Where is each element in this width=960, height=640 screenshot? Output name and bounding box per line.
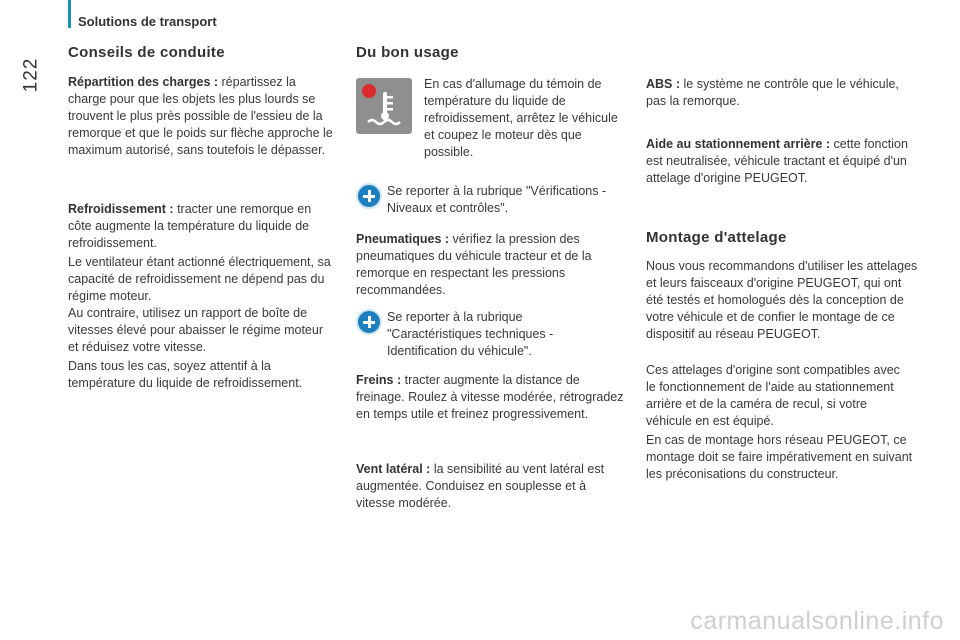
brakes-paragraph: [356, 372, 624, 423]
section-header: Solutions de transport: [78, 14, 217, 29]
parking-aid-text: cette fonction est neutralisée, véhicule tractant et équipé d'un attelage d'origine PEUGEOT.: [646, 137, 908, 185]
towbar-fitting-title: Montage d'attelage: [646, 229, 787, 246]
temperature-attention-paragraph: Dans tous les cas, soyez attentif à la température du liquide de refroidissement.: [68, 359, 303, 390]
towbar-compatibility-paragraph: Ces attelages d'origine sont compatibles avec le fonctionnement de l'aide au stationnement arrière et de la caméra de recul, si votre véhicule en est équipé.: [646, 363, 900, 428]
crosswind-text: la sensibilité au vent latéral est augmentée. Conduisez en souplesse et à vitesse modérée.: [356, 462, 605, 510]
parking-aid-paragraph: [646, 136, 918, 187]
cooling-text: tracter une remorque en côte augmente la température du liquide de refroidissement.: [68, 202, 312, 250]
page-number: 122: [20, 57, 42, 93]
driving-tips-title: Conseils de conduite: [68, 44, 225, 61]
abs-label: ABS :: [646, 77, 681, 91]
reference-technical: Se reporter à la rubrique "Caractéristiques techniques - Identification du véhicule".: [387, 310, 554, 358]
info-plus-icon: [356, 183, 382, 209]
tyres-paragraph: [356, 231, 622, 299]
brakes-label: Freins :: [356, 373, 402, 387]
abs-paragraph: [646, 76, 914, 110]
good-usage-title: Du bon usage: [356, 44, 459, 61]
cooling-label: Refroidissement :: [68, 202, 174, 216]
tyres-label: Pneumatiques :: [356, 232, 450, 246]
parking-aid-label: Aide au stationnement arrière :: [646, 137, 831, 151]
towbar-recommendation-paragraph: Nous vous recommandons d'utiliser les attelages et leurs faisceaux d'origine PEUGEOT, qui ont été testés et homologués dès la conception de votre véhicule et de confier le montage de ce dispositif au réseau PEUGEOT.: [646, 259, 918, 341]
crosswind-label: Vent latéral :: [356, 462, 431, 476]
cooling-paragraph: [68, 201, 336, 252]
gear-paragraph: Au contraire, utilisez un rapport de boîte de vitesses élevé pour abaisser le régime moteur et réduisez votre vitesse.: [68, 306, 323, 354]
header-accent-bar: [68, 0, 71, 28]
info-plus-icon: [356, 309, 382, 335]
towbar-outside-network-paragraph: En cas de montage hors réseau PEUGEOT, ce montage doit se faire impérativement en suivant les préconisations du constructeur.: [646, 433, 913, 481]
coolant-temperature-warning-icon: [356, 78, 412, 134]
abs-text: le système ne contrôle que le véhicule, pas la remorque.: [646, 77, 899, 108]
load-distribution-text: répartissez la charge pour que les objets les plus lourds se trouvent le plus près possible de l'essieu de la remorque et que le poids sur flèche approche le maximum autorisé, sans toutefois le dépasser.: [68, 75, 333, 157]
crosswind-paragraph: [356, 461, 624, 512]
tyres-text: vérifiez la pression des pneumatiques du véhicule tracteur et de la remorque en respectant les pressions recommandées.: [356, 232, 592, 297]
brakes-text: tracter augmente la distance de freinage. Roulez à vitesse modérée, rétrogradez en temps utile et freinez progressivement.: [356, 373, 624, 421]
load-distribution-label: Répartition des charges :: [68, 75, 219, 89]
reference-checks: Se reporter à la rubrique "Vérifications - Niveaux et contrôles".: [387, 184, 607, 215]
watermark: carmanualsonline.info: [690, 607, 944, 635]
load-distribution-paragraph: [68, 74, 336, 159]
fan-paragraph: Le ventilateur étant actionné électriquement, sa capacité de refroidissement ne dépend pas du régime moteur.: [68, 255, 331, 303]
warning-text: En cas d'allumage du témoin de température du liquide de refroidissement, arrêtez le véhicule et coupez le moteur dès que possible.: [424, 77, 618, 159]
